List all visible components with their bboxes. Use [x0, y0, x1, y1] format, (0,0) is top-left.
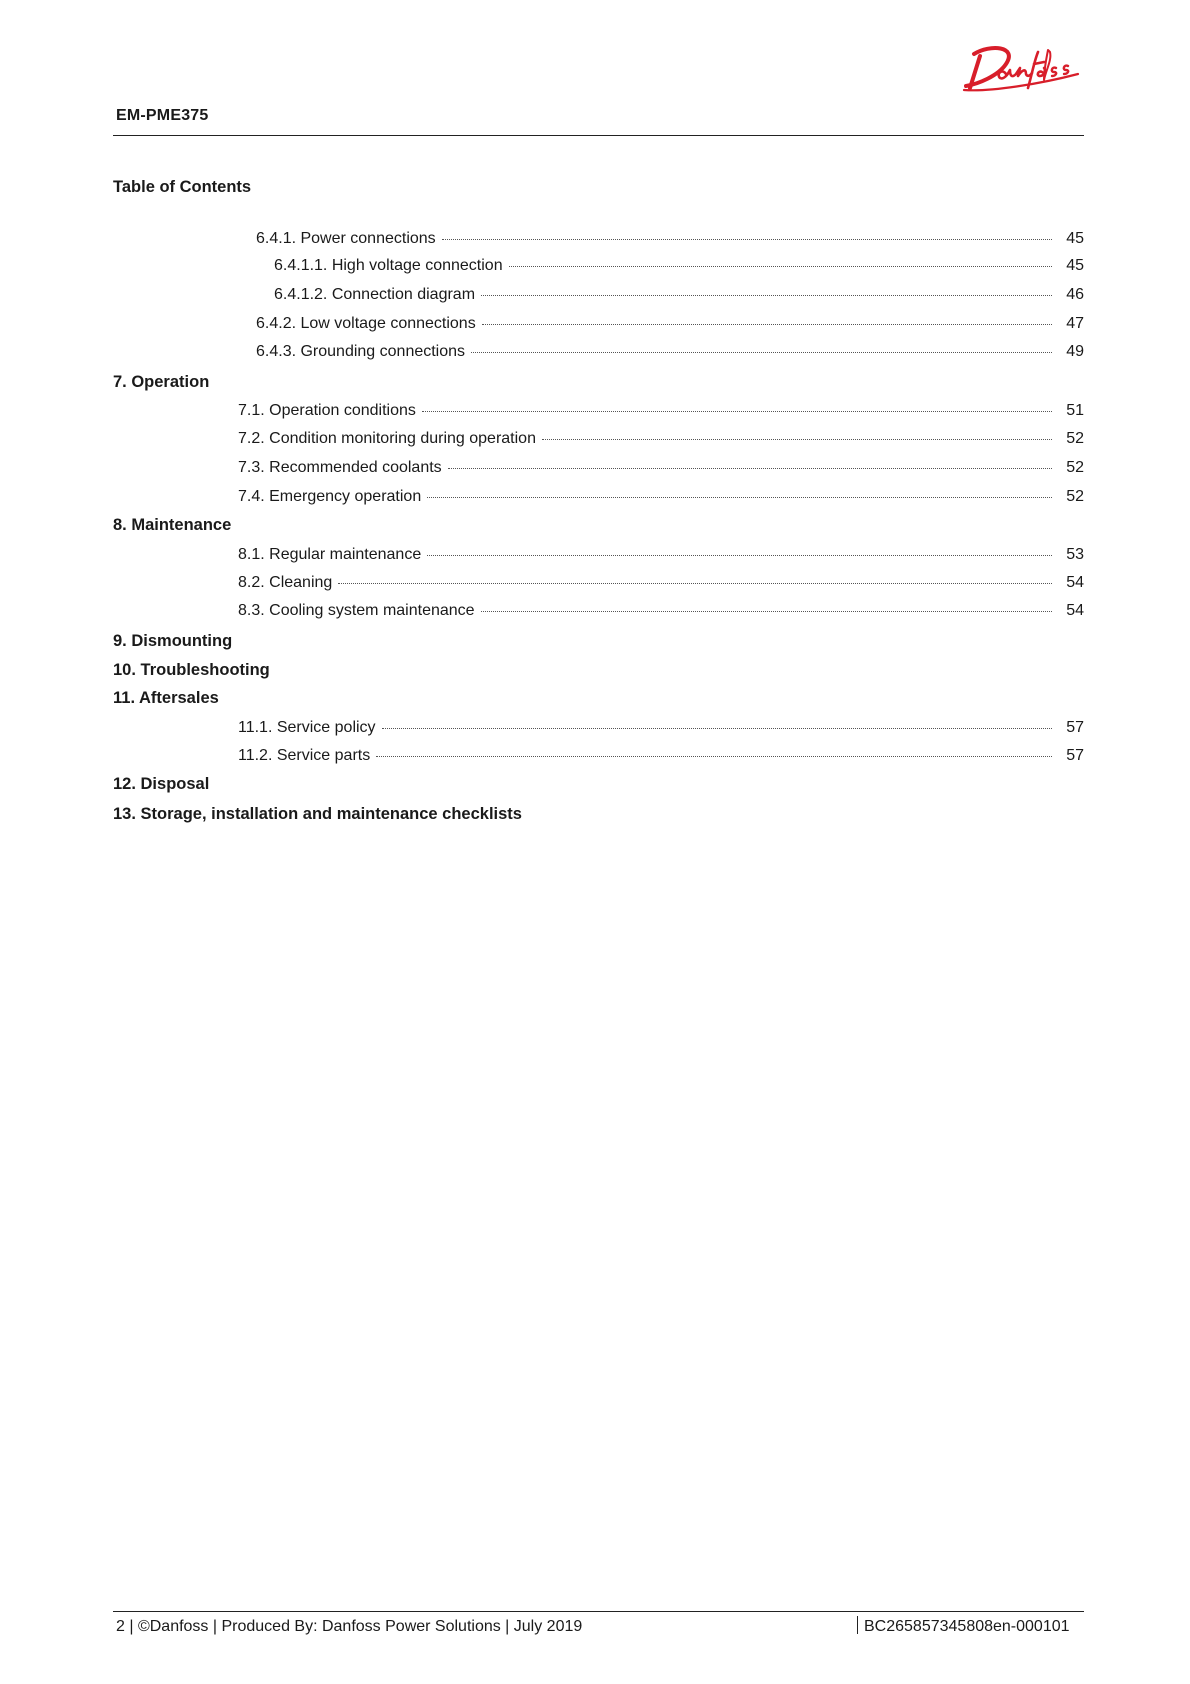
toc-chapter-title: 9. Dismounting: [113, 632, 233, 650]
toc-entry-title: 6.4.1.1. High voltage connection: [274, 257, 503, 274]
toc-chapter-title: 8. Maintenance: [113, 516, 232, 534]
toc-entry-title: 6.4.2. Low voltage connections: [256, 315, 476, 332]
document-code: EM-PME375: [116, 107, 209, 124]
footer-divider: [113, 1611, 1084, 1612]
toc-entry[interactable]: [113, 402, 1084, 424]
toc-entry-page: 45: [1066, 230, 1084, 247]
dot-leader: [442, 239, 1052, 240]
toc-chapter[interactable]: [113, 373, 1084, 395]
toc-entry[interactable]: [113, 488, 1084, 510]
toc-entry[interactable]: [113, 546, 1084, 568]
toc-chapter[interactable]: [113, 661, 1084, 683]
toc-chapter-title: 10. Troubleshooting: [113, 661, 270, 679]
toc-entry-title: 7.1. Operation conditions: [238, 402, 416, 419]
footer-credits: 2 | ©Danfoss | Produced By: Danfoss Power Solutions | July 2019: [116, 1618, 583, 1635]
dot-leader: [338, 583, 1052, 584]
dot-leader: [471, 352, 1052, 353]
dot-leader: [481, 611, 1052, 612]
toc-chapter[interactable]: [113, 775, 1084, 797]
toc-chapter[interactable]: [113, 632, 1084, 654]
toc-entry[interactable]: [113, 430, 1084, 452]
dot-leader: [542, 439, 1052, 440]
toc-entry-title: 7.3. Recommended coolants: [238, 459, 442, 476]
toc-entry-title: 7.4. Emergency operation: [238, 488, 422, 505]
toc-entry[interactable]: [113, 602, 1084, 624]
footer-separator: [857, 1616, 858, 1634]
footer-doc-number-text: BC265857345808en-000101: [864, 1618, 1070, 1635]
toc-heading: Table of Contents: [113, 178, 252, 196]
dot-leader: [382, 728, 1052, 729]
svg-text:Danfoss: Danfoss: [960, 40, 964, 41]
toc-chapter[interactable]: [113, 805, 1084, 827]
toc-entry-title: 7.2. Condition monitoring during operation: [238, 430, 536, 447]
dot-leader: [427, 555, 1052, 556]
toc-entry[interactable]: [113, 747, 1084, 769]
toc-chapter-title: 7. Operation: [113, 373, 210, 391]
toc-entry-title: 6.4.1.2. Connection diagram: [274, 286, 476, 303]
toc-entry-page: 54: [1066, 602, 1084, 619]
toc-entry-page: 47: [1066, 315, 1084, 332]
toc-entry-page: 57: [1066, 747, 1084, 764]
toc-entry-title: 6.4.3. Grounding connections: [256, 343, 466, 360]
toc-entry-page: 46: [1066, 286, 1084, 303]
toc-entry[interactable]: [113, 574, 1084, 596]
toc-entry-page: 52: [1066, 459, 1084, 476]
toc-chapter-title: 13. Storage, installation and maintenance checklists: [113, 805, 522, 823]
toc-entry[interactable]: [113, 315, 1084, 337]
toc-chapter[interactable]: [113, 689, 1084, 711]
toc-entry-title: 6.4.1. Power connections: [256, 230, 436, 247]
dot-leader: [448, 468, 1052, 469]
dot-leader: [376, 756, 1052, 757]
dot-leader: [481, 295, 1052, 296]
toc-entry-page: 53: [1066, 546, 1084, 563]
toc-entry-page: 49: [1066, 343, 1084, 360]
toc-entry-title: 8.1. Regular maintenance: [238, 546, 422, 563]
toc-entry[interactable]: [113, 286, 1084, 308]
danfoss-logo: [960, 40, 1082, 96]
toc-entry-title: 8.3. Cooling system maintenance: [238, 602, 475, 619]
footer-doc-number: [857, 1616, 1070, 1636]
dot-leader: [427, 497, 1052, 498]
toc-entry-page: 52: [1066, 430, 1084, 447]
toc-entry[interactable]: [113, 230, 1084, 252]
dot-leader: [422, 411, 1052, 412]
toc-entry[interactable]: [113, 719, 1084, 741]
toc-entry-title: 11.1. Service policy: [238, 719, 376, 736]
toc-entry[interactable]: [113, 343, 1084, 365]
toc-entry-page: 57: [1066, 719, 1084, 736]
toc-entry-page: 54: [1066, 574, 1084, 591]
toc-entry-page: 45: [1066, 257, 1084, 274]
header-divider: [113, 135, 1084, 136]
toc-entry[interactable]: [113, 459, 1084, 481]
toc-entry-title: 11.2. Service parts: [238, 747, 371, 764]
toc-entry-page: 51: [1066, 402, 1084, 419]
toc-chapter-title: 11. Aftersales: [113, 689, 219, 707]
dot-leader: [482, 324, 1052, 325]
toc-chapter-title: 12. Disposal: [113, 775, 210, 793]
toc-entry[interactable]: [113, 257, 1084, 279]
toc-entry-page: 52: [1066, 488, 1084, 505]
dot-leader: [509, 266, 1052, 267]
toc-chapter[interactable]: [113, 516, 1084, 538]
toc-entry-title: 8.2. Cleaning: [238, 574, 333, 591]
